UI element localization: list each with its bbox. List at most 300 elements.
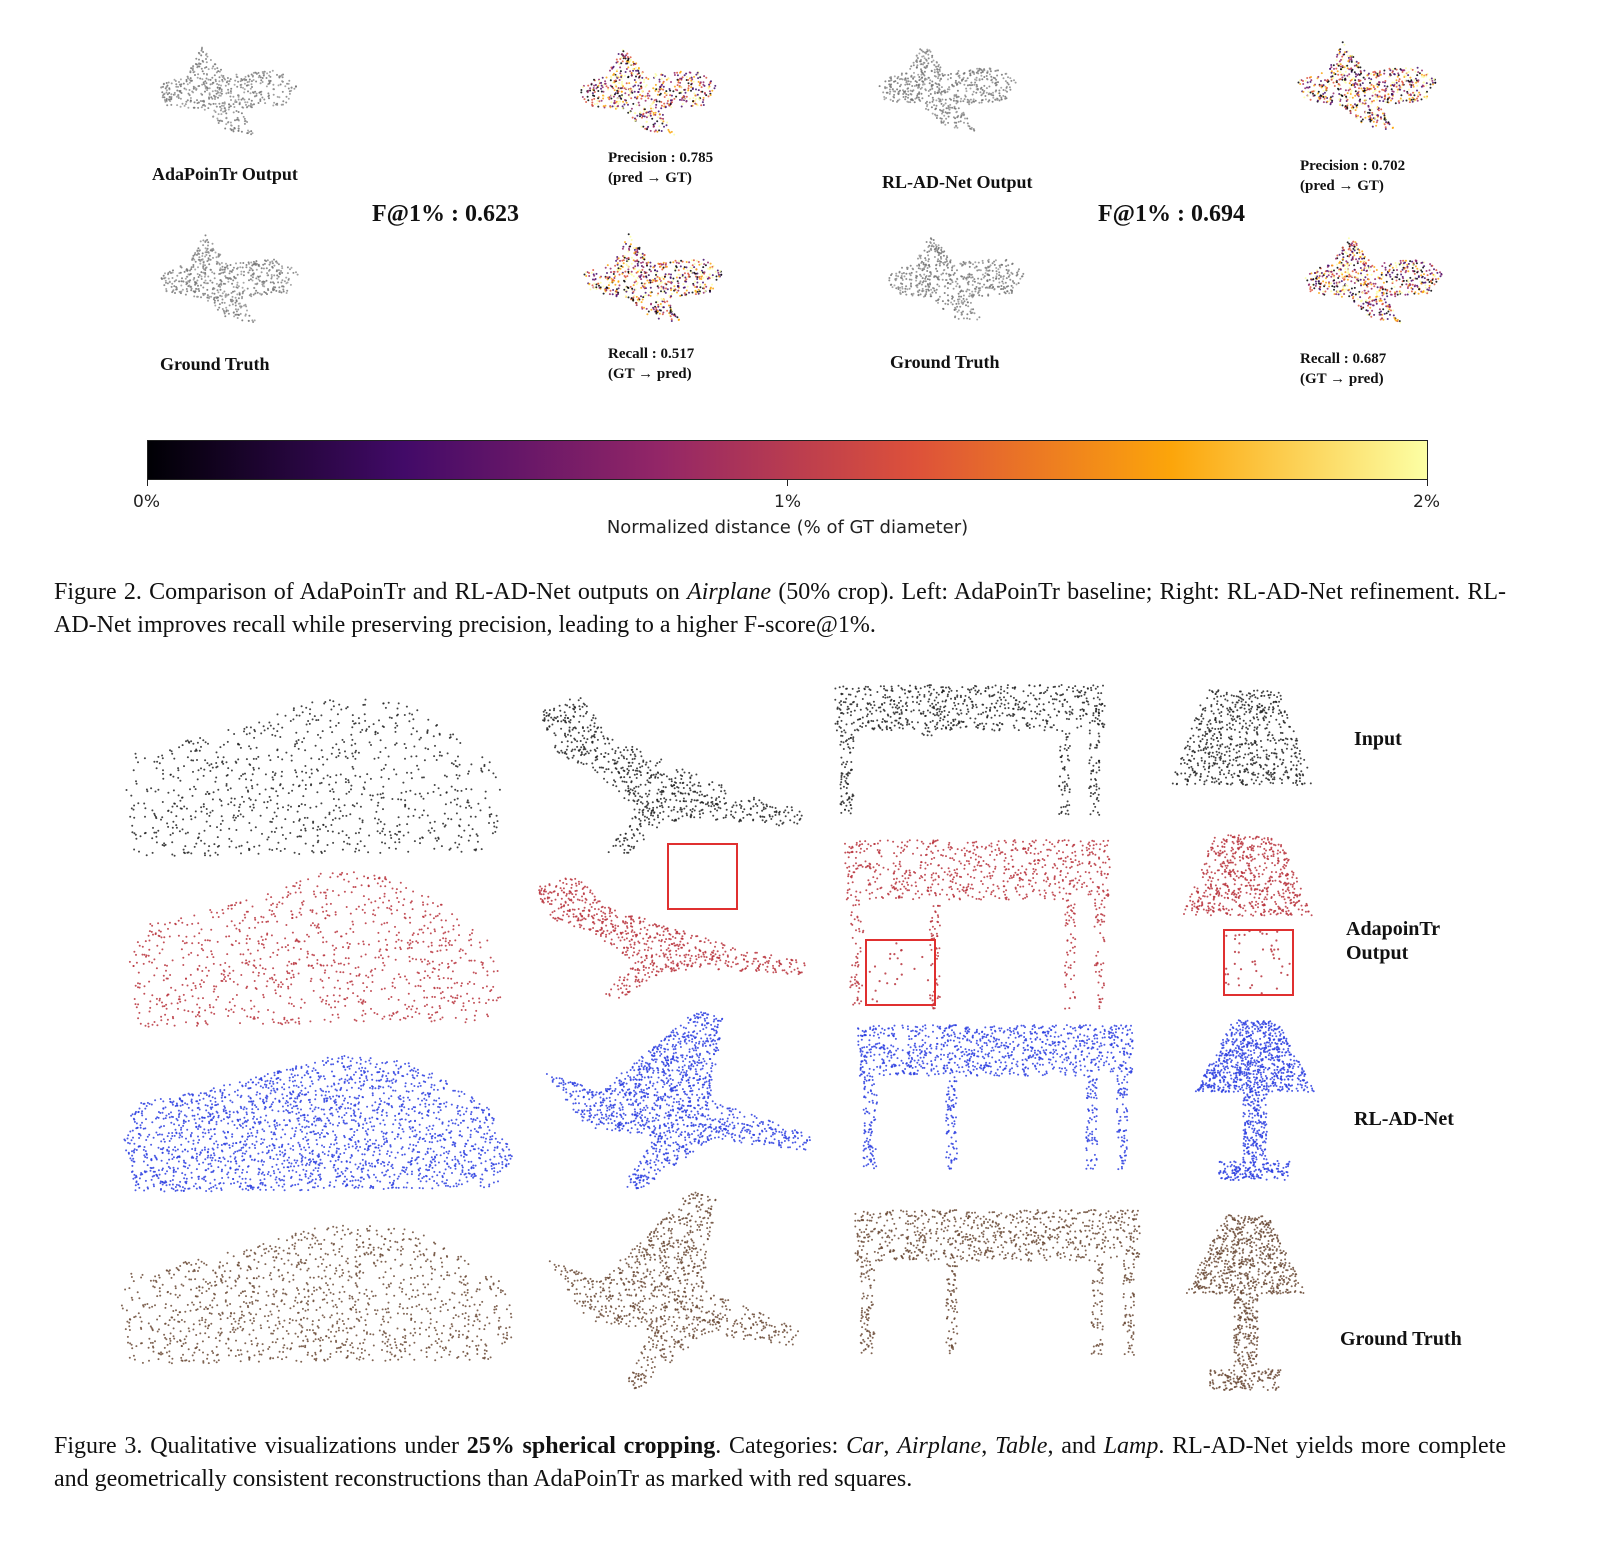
cloud-point xyxy=(254,263,256,265)
cloud-point xyxy=(978,294,980,296)
cloud-point xyxy=(261,271,263,273)
cloud-point xyxy=(622,105,624,107)
cloud-point xyxy=(1355,258,1357,260)
cloud-point xyxy=(228,109,230,111)
cloud-point xyxy=(238,128,240,130)
cloud-point xyxy=(269,76,271,78)
cloud-point xyxy=(972,284,974,286)
cloud-point xyxy=(982,262,984,264)
cloud-point xyxy=(259,280,261,282)
cloud-point xyxy=(657,310,659,312)
cloud-point xyxy=(676,292,678,294)
cloud-point xyxy=(1333,289,1335,291)
cloud-point xyxy=(641,95,643,97)
cloud-point xyxy=(591,272,593,274)
cloud-point xyxy=(303,824,305,826)
cloud-point xyxy=(293,88,295,90)
cloud-point xyxy=(633,291,635,293)
cloud-point xyxy=(1359,256,1361,258)
cloud-point xyxy=(652,266,654,268)
precision-direction-left: (pred → GT) xyxy=(608,168,713,188)
cloud-point xyxy=(195,810,197,812)
cloud-point xyxy=(619,101,621,103)
cloud-point xyxy=(1384,85,1386,87)
cloud-point xyxy=(204,85,206,87)
cloud-point xyxy=(933,242,935,244)
cloud-point xyxy=(628,257,630,259)
cloud-point xyxy=(251,86,253,88)
cloud-point xyxy=(1318,292,1320,294)
cloud-point xyxy=(947,91,949,93)
cloud-point xyxy=(1016,283,1018,285)
cloud-point xyxy=(1351,70,1353,72)
cloud-point xyxy=(917,258,919,260)
cloud-point xyxy=(940,78,942,80)
cloud-point xyxy=(615,290,617,292)
cloud-point xyxy=(1356,279,1358,281)
cloud-point xyxy=(186,276,188,278)
cloud-point xyxy=(1350,110,1352,112)
cloud-point xyxy=(1433,268,1435,270)
cloud-point xyxy=(1318,277,1320,279)
cloud-point xyxy=(909,68,911,70)
cloud-point xyxy=(964,98,966,100)
cloud-point xyxy=(945,102,947,104)
cloud-point xyxy=(641,306,643,308)
cloud-point xyxy=(718,275,720,277)
cloud-point xyxy=(670,289,672,291)
cloud-point xyxy=(264,729,266,731)
cloud-point xyxy=(916,286,918,288)
cloud-point xyxy=(1343,291,1345,293)
cloud-point xyxy=(223,283,225,285)
cloud-point xyxy=(630,64,632,66)
cloud-point xyxy=(941,118,943,120)
cloud-point xyxy=(287,282,289,284)
cloud-point xyxy=(282,787,284,789)
cloud-point xyxy=(276,278,278,280)
cloud-point xyxy=(611,86,613,88)
cloud-point xyxy=(311,773,313,775)
cloud-point xyxy=(910,284,912,286)
cloud-point xyxy=(625,295,627,297)
cloud-point xyxy=(976,68,978,70)
cloud-point xyxy=(277,96,279,98)
cloud-point xyxy=(903,91,905,93)
cloud-point xyxy=(238,111,240,113)
cloud-point xyxy=(974,281,976,283)
cloud-point xyxy=(230,122,232,124)
cloud-point xyxy=(978,262,980,264)
cloud-point xyxy=(1351,55,1353,57)
cloud-point xyxy=(930,293,932,295)
cloud-point xyxy=(641,282,643,284)
cloud-point xyxy=(1361,274,1363,276)
cloud-point xyxy=(925,291,927,293)
cloud-point xyxy=(1347,266,1349,268)
cloud-point xyxy=(974,290,976,292)
cloud-point xyxy=(684,74,686,76)
cloud-point xyxy=(292,784,294,786)
cloud-point xyxy=(1369,296,1371,298)
cloud-point xyxy=(649,269,651,271)
cloud-point xyxy=(997,81,999,83)
cloud-point xyxy=(644,257,646,259)
cloud-point xyxy=(901,286,903,288)
cloud-point xyxy=(1366,74,1368,76)
cloud-point xyxy=(971,102,973,104)
cloud-point xyxy=(1313,85,1315,87)
cloud-point xyxy=(927,109,929,111)
cloud-point xyxy=(223,310,225,312)
cloud-point xyxy=(610,271,612,273)
cloud-point xyxy=(232,269,234,271)
cloud-point xyxy=(171,291,173,293)
cloud-point xyxy=(646,276,648,278)
cloud-point xyxy=(218,307,220,309)
cloud-point xyxy=(958,303,960,305)
cloud-point xyxy=(941,122,943,124)
cloud-point xyxy=(988,92,990,94)
cloud-point xyxy=(1333,286,1335,288)
cloud-point xyxy=(348,781,350,783)
cloud-point xyxy=(485,791,487,793)
cloud-point xyxy=(1382,81,1384,83)
cloud-point xyxy=(201,68,203,70)
cloud-point xyxy=(227,281,229,283)
cloud-point xyxy=(227,767,229,769)
cloud-point xyxy=(588,283,590,285)
cloud-point xyxy=(987,294,989,296)
cloud-point xyxy=(672,280,674,282)
cloud-point xyxy=(218,120,220,122)
cloud-point xyxy=(274,286,276,288)
cloud-point xyxy=(625,291,627,293)
cloud-point xyxy=(252,274,254,276)
cloud-point xyxy=(642,253,644,255)
cloud-point xyxy=(1415,265,1417,267)
cloud-point xyxy=(904,84,906,86)
cloud-point xyxy=(940,274,942,276)
cloud-point xyxy=(1365,300,1367,302)
cloud-point xyxy=(1398,102,1400,104)
cloud-point xyxy=(1347,103,1349,105)
cloud-point xyxy=(910,265,912,267)
cloud-point xyxy=(1369,82,1371,84)
cloud-point xyxy=(674,289,676,291)
cloud-point xyxy=(196,296,198,298)
cloud-point xyxy=(650,105,652,107)
cloud-point xyxy=(983,284,985,286)
cloud-point xyxy=(602,98,604,100)
fscore-left: F@1% : 0.623 xyxy=(372,201,519,228)
precision-value-right: Precision : 0.702 xyxy=(1300,156,1405,176)
cloud-point xyxy=(1360,88,1362,90)
cloud-point xyxy=(962,290,964,292)
cloud-point xyxy=(288,88,290,90)
cloud-point xyxy=(274,735,276,737)
precision-value-left: Precision : 0.785 xyxy=(608,148,713,168)
cloud-point xyxy=(312,827,314,829)
cloud-point xyxy=(186,288,188,290)
cloud-point xyxy=(625,263,627,265)
cloud-point xyxy=(937,260,939,262)
cloud-point xyxy=(883,96,885,98)
cloud-point xyxy=(687,273,689,275)
cloud-point xyxy=(1305,80,1307,82)
cloud-point xyxy=(659,94,661,96)
cloud-point xyxy=(647,95,649,97)
cloud-point xyxy=(242,262,244,264)
cloud-point xyxy=(238,125,240,127)
cloud-point xyxy=(979,283,981,285)
cloud-point xyxy=(600,282,602,284)
cloud-point xyxy=(1377,286,1379,288)
cloud-point xyxy=(981,295,983,297)
cloud-point xyxy=(248,98,250,100)
cloud-point xyxy=(631,271,633,273)
cloud-point xyxy=(978,291,980,293)
cloud-point xyxy=(683,268,685,270)
cloud-point xyxy=(999,265,1001,267)
cloud-point xyxy=(987,72,989,74)
cloud-point xyxy=(885,97,887,99)
cloud-point xyxy=(1371,118,1373,120)
cloud-point xyxy=(1360,261,1362,263)
cloud-point xyxy=(248,279,250,281)
cloud-point xyxy=(1412,92,1414,94)
cloud-point xyxy=(196,99,198,101)
cloud-point xyxy=(985,272,987,274)
cloud-point xyxy=(1377,115,1379,117)
cloud-point xyxy=(1357,92,1359,94)
cloud-point xyxy=(945,273,947,275)
cloud-point xyxy=(409,713,411,715)
cloud-point xyxy=(1005,90,1007,92)
cloud-point xyxy=(621,260,623,262)
cloud-point xyxy=(616,62,618,64)
cloud-point xyxy=(327,844,329,846)
cloud-point xyxy=(409,790,411,792)
cloud-point xyxy=(1376,73,1378,75)
cloud-point xyxy=(636,104,638,106)
cloud-point xyxy=(955,80,957,82)
cloud-point xyxy=(707,262,709,264)
cloud-point xyxy=(1385,128,1387,130)
cloud-point xyxy=(225,92,227,94)
cloud-point xyxy=(621,87,623,89)
cloud-point xyxy=(927,62,929,64)
cloud-point xyxy=(953,288,955,290)
cloud-point xyxy=(200,296,202,298)
cloud-point xyxy=(926,241,928,243)
cloud-point xyxy=(1376,269,1378,271)
cloud-point xyxy=(201,48,203,50)
cloud-point xyxy=(244,123,246,125)
cloud-point xyxy=(281,279,283,281)
cloud-point xyxy=(212,798,214,800)
cloud-point xyxy=(916,84,918,86)
cloud-point xyxy=(1377,86,1379,88)
cloud-point xyxy=(624,241,626,243)
cloud-point xyxy=(641,126,643,128)
cloud-point xyxy=(283,291,285,293)
cloud-point xyxy=(627,268,629,270)
cloud-point xyxy=(1310,279,1312,281)
cloud-point xyxy=(297,274,299,276)
cloud-point xyxy=(655,74,657,76)
cloud-point xyxy=(1380,278,1382,280)
cloud-point xyxy=(1352,248,1354,250)
cloud-point xyxy=(700,274,702,276)
cloud-point xyxy=(1410,93,1412,95)
cloud-point xyxy=(234,819,236,821)
cloud-point xyxy=(639,112,641,114)
cloud-point xyxy=(653,125,655,127)
cloud-point xyxy=(169,98,171,100)
cloud-point xyxy=(900,293,902,295)
cloud-point xyxy=(251,265,253,267)
input-car-cloud xyxy=(115,695,510,860)
cloud-point xyxy=(209,855,211,857)
cloud-point xyxy=(222,269,224,271)
cloud-point xyxy=(1385,274,1387,276)
cloud-point xyxy=(1355,109,1357,111)
cloud-point xyxy=(925,108,927,110)
cloud-point xyxy=(238,303,240,305)
cloud-point xyxy=(170,104,172,106)
cloud-point xyxy=(697,72,699,74)
cloud-point xyxy=(1350,80,1352,82)
cloud-point xyxy=(1359,80,1361,82)
cloud-point xyxy=(628,61,630,63)
cloud-point xyxy=(1018,268,1020,270)
cloud-point xyxy=(276,274,278,276)
cloud-point xyxy=(964,263,966,265)
cloud-point xyxy=(187,285,189,287)
cloud-point xyxy=(222,102,224,104)
cloud-point xyxy=(1354,287,1356,289)
cloud-point xyxy=(204,293,206,295)
cloud-point xyxy=(646,121,648,123)
cloud-point xyxy=(1404,294,1406,296)
cloud-point xyxy=(615,292,617,294)
cloud-point xyxy=(965,290,967,292)
cloud-point xyxy=(946,107,948,109)
cloud-point xyxy=(184,105,186,107)
cloud-point xyxy=(621,91,623,93)
cloud-point xyxy=(244,118,246,120)
cloud-point xyxy=(637,263,639,265)
cloud-point xyxy=(922,288,924,290)
cloud-point xyxy=(953,265,955,267)
cloud-point xyxy=(129,816,131,818)
cloud-point xyxy=(212,65,214,67)
cloud-point xyxy=(1394,293,1396,295)
cloud-point xyxy=(600,286,602,288)
cloud-point xyxy=(457,790,459,792)
cloud-point xyxy=(1325,282,1327,284)
cloud-point xyxy=(961,313,963,315)
cloud-point xyxy=(1392,94,1394,96)
cloud-point xyxy=(224,315,226,317)
cloud-point xyxy=(614,284,616,286)
cloud-point xyxy=(602,95,604,97)
cloud-point xyxy=(700,271,702,273)
cloud-point xyxy=(633,295,635,297)
cloud-point xyxy=(439,751,441,753)
cloud-point xyxy=(918,53,920,55)
cloud-point xyxy=(1362,82,1364,84)
cloud-point xyxy=(1335,68,1337,70)
cloud-point xyxy=(320,737,322,739)
cloud-point xyxy=(225,307,227,309)
cloud-point xyxy=(658,284,660,286)
cloud-point xyxy=(175,86,177,88)
cloud-point xyxy=(638,76,640,78)
cloud-point xyxy=(992,270,994,272)
cloud-point xyxy=(1350,263,1352,265)
cloud-point xyxy=(1000,288,1002,290)
cloud-point xyxy=(613,277,615,279)
cloud-point xyxy=(1389,314,1391,316)
cloud-point xyxy=(631,274,633,276)
cloud-point xyxy=(645,100,647,102)
cloud-point xyxy=(200,767,202,769)
cloud-point xyxy=(610,268,612,270)
cloud-point xyxy=(1303,96,1305,98)
cloud-point xyxy=(993,289,995,291)
cloud-point xyxy=(1364,292,1366,294)
cloud-point xyxy=(267,289,269,291)
cloud-point xyxy=(607,276,609,278)
cloud-point xyxy=(639,94,641,96)
cloud-point xyxy=(1416,268,1418,270)
cloud-point xyxy=(187,107,189,109)
cloud-point xyxy=(196,254,198,256)
cloud-point xyxy=(976,286,978,288)
cloud-point xyxy=(927,278,929,280)
cloud-point xyxy=(929,82,931,84)
cloud-point xyxy=(1330,76,1332,78)
cloud-point xyxy=(378,719,380,721)
cloud-point xyxy=(634,63,636,65)
cloud-point xyxy=(221,302,223,304)
cloud-point xyxy=(1333,277,1335,279)
cloud-point xyxy=(634,281,636,283)
cloud-point xyxy=(944,91,946,93)
cloud-point xyxy=(1414,99,1416,101)
cloud-point xyxy=(649,262,651,264)
cloud-point xyxy=(698,81,700,83)
cloud-point xyxy=(1346,65,1348,67)
cloud-point xyxy=(244,315,246,317)
caption-2-text-end: (50% crop). Left: AdaPoinTr baseline; Right: RL-AD-Net refinement. RL-AD-Net improves recall while preserving precision, leading to a higher F-score@1%. xyxy=(54,579,1506,638)
cloud-point xyxy=(1426,82,1428,84)
cloud-point xyxy=(1336,286,1338,288)
cloud-point xyxy=(221,75,223,77)
cloud-point xyxy=(407,816,409,818)
cloud-point xyxy=(656,100,658,102)
cloud-point xyxy=(236,314,238,316)
cloud-point xyxy=(251,100,253,102)
cloud-point xyxy=(921,290,923,292)
cloud-point xyxy=(648,282,650,284)
cloud-point xyxy=(946,112,948,114)
cloud-point xyxy=(917,93,919,95)
cloud-point xyxy=(1389,269,1391,271)
cloud-point xyxy=(720,274,722,276)
